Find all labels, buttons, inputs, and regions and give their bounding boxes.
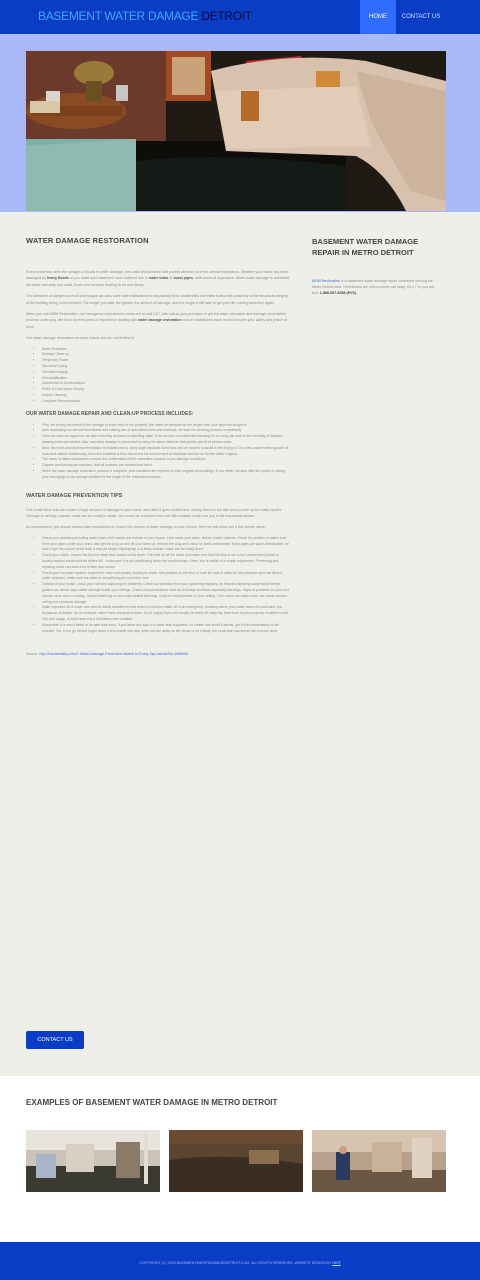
flooded-living-room-image [26,51,446,211]
hero-photo [26,51,446,211]
list-item: • Temporary Power [42,358,290,364]
copyright-text: COPYRIGHT (C) 2015 BASEMENTWATERDAMAGEDETROIT.COM, ALL RIGHTS RESERVED. WEBSITE DESIGN BY OKIT [139,1261,341,1265]
process-list [42,423,290,481]
logo-secondary: DETROIT [201,9,252,23]
page-title: WATER DAMAGE RESTORATION [26,236,149,245]
list-item: • Complete Reconstruction [42,399,290,405]
tips-paragraph-2: As homeowners, you should always take precautions to reduce the chance of water damage to your homes. Here we will show you a few simple steps: [26,525,266,530]
list-item: • Outside of your house, check your roof and capturing for problems. Check our windows from your upcoming regularly, as blocked capturing cause fairly intense gutters can cause major water damage inside your ceilings. Check roof penetrations such as chimneys and flues especially flashings. Signs of problems on your roof include loose cells or curling, cracked flashings or even pipe sealed flashings, rusty the hall potholes on your ceiling. Your house are under ones, can cause serious ceiling and structural damage. [42,582,290,605]
logo-primary: BASEMENT WATER DAMAGE [38,9,199,23]
list-item: • Carpets and flooring are replaced, and all surfaces are cleaned and dried. [42,463,290,469]
list-item: • Check your toilets. Inspect the flow for water that should not be there. Then the lid off the tanks and make sure that the float is set to the correct level (which is usually marked inside with the letters WL - make sure it is not overflowing down the overflow pipe. Often, this is matter of a simple adjustment. Preventing and repairing leaks can save a lot of time and money. [42,553,290,570]
list-item: • Once we have our approval, we start removing all traces of standing water. Even an inch of unattended standing for too long can lead to the breeding of bacteria causing irrelevant mildew. Also, any deep damage is prevented by using the latest methods that quickly get rid of excess water. [42,434,290,446]
list-item: • Check your plumbing including water pipes, both inside and outside of your house. Look under your sinks, dishes, inside cabinets. Check for puddles or stains from them your pipes under your sinks, also get the plug on and lift your sinks up, remove the plug and check for leaks underneath. If any pipes are water-deteriorated, be sure to get the source of the leak. It may be simple slipping tap or a leaky washer, which can be easily fixed. [42,536,290,553]
phone-number[interactable]: 1-888-997-6658 (EVS) [319,291,356,296]
list-item: • Next, the mold and bacteria remediation is established by using large industrial-sized fans and air movers to assist in the drying of. Our crew cause further growth of mold and mildew. Additionally, fresh anti-bacterial is then mixed into the environment to eradicate and the air for the visible regions. [42,446,290,458]
example-photo-3[interactable] [312,1130,446,1192]
list-item: • Check your hot water system. Inspect the valve and closely, looking for leaks, see puddles on the floor or note the lack of water for low pressure open we likely it under cylinders, make sure the water is not suffering act out of the vent. [42,571,290,583]
mdm-restoration-link[interactable]: MDM Restoration [312,279,340,283]
tips-heading: WATER DAMAGE PREVENTION TIPS [26,492,123,499]
nav-contact[interactable]: CONTACT US [401,14,441,20]
process-heading: OUR WATER DAMAGE REPAIR AND CLEAN-UP PROCESS INCLUDES: [26,410,194,417]
services-intro: Our water damage restoration services include but are not limited to: [26,336,135,341]
example-photo-1[interactable] [26,1130,160,1192]
list-item: • HVAC & Duct Space Drying [42,387,290,393]
list-item: • When the water damage restoration process is complete, your valuables are returned to their original surroundings. If you prefer, we also offer the option of storing your belongings in our storage facilities for the length of the restoration process. [42,469,290,481]
site-header [0,0,480,34]
tips-paragraph-1: One small burst leak can create a huge amount of damage to your home, and often it goes undetected, and by then it is too late and you are up for costly repairs. Damage to ceilings, carpets, walls can be costly to repair. You would be surprised how one little mistake could cost you in the thousands dollars. [26,507,283,518]
hero-banner [0,34,480,212]
list-item: • Disinfection & Deodorization [42,381,290,387]
restoration-paragraph: When you call MDM Restoration, our emergency experienced crews are on call 24/7, with call-to-your-premises to get the water extraction and damage remediation process under way. We have several years of experience dealing with water damage restoration and an established track record ensures your safety and peace of mind. [26,312,287,329]
example-photo-2[interactable] [169,1130,303,1192]
sidebar-text: MDM Restoration is a basement water damage repair contractor serving the Metro Detroit area. Technicians are only a phone call away, 24 x 7 or you can text. 1-888-997-6658 (EVS) [312,279,435,296]
nav-home[interactable]: HOME [360,0,396,34]
contact-us-button[interactable]: CONTACT US [26,1031,84,1049]
list-item: • Remember, it is much better to be safe than sorry. If you leave any sign of a water leak anywhere, no matter how small it seems, get it fixed immediately or tell yourself. Yes, if you go off and forget about it and maybe one day, while you are away on the shops or on holiday, the small leak has turned into a major flood. [42,623,290,635]
list-item: • Sewage Clean-up [42,352,290,358]
list-item: • First, we survey the extent of the damage to know both of the property. We make an estimate for the project with your approval sought to [42,423,290,429]
list-item: • The home is rather monitored to ensure the confirmation of the restoration process to pre-damage conditions. [42,457,290,463]
list-item: • work depending our service technicians and making use of specialized tools and methods, we start the cleaning process immediately. [42,428,290,434]
services-list [42,347,290,405]
list-item: • Thermal Imaging [42,370,290,376]
intro-paragraph: Every home has seen the ravages of floods in water damage, then calls should know that prompt attention is of the utmost importance. Whether your home has been damaged by heavy floods or you make sure basement have suffered due to water leaks or burst pipes, swift action is imperative. When water damage is untreated, the water can seep into walls, floors and furniture leading to rot and decay. [26,270,290,287]
sidebar [312,236,442,297]
list-item: • Dehumidification [42,376,290,382]
source-line: Source: http://homeartistry.com/7-Water-Damage-Prevention-Notice-In-Every-Tap-tutorial?id=1888080 [26,652,189,657]
tips-list [42,536,290,635]
site-footer [0,1242,480,1280]
list-item: • Carpet Cleaning [42,393,290,399]
examples-section [0,1076,480,1242]
site-logo[interactable] [38,9,252,23]
source-link[interactable]: http://homeartistry.com/7-Water-Damage-Prevention-Notice-In-Every-Tap-tutorial?id=1888080 [39,652,189,657]
examples-title: EXAMPLES OF BASEMENT WATER DAMAGE IN METRO DETROIT [26,1098,278,1107]
sidebar-title: BASEMENT WATER DAMAGE REPAIR IN METRO DETROIT [312,237,419,257]
list-item: • Structural Drying [42,364,290,370]
list-item: • Water Extraction [42,347,290,353]
list-item: • Make important all of water over and be easily transferred near where to shut the water off in an emergency. Knowing where your water home off could save you thousands of dollars. As an example, rather have anticipated water. Good supply if you will usually be found off under tap have front of your property, installed on the City side usage, or both have it at a full battery tree installed. [42,605,290,622]
main-content [26,236,290,656]
mold-paragraph: The formation of dangerous mold and fungus can also have side implications to structurally fresh unattended and there is also the possibility of the structural integrity of the building being compromised. The longer you wait, the greater the amount of damage, and the longer it will take to get your life running smoothly again. [26,294,288,305]
designer-link[interactable]: OKIT [332,1261,341,1265]
